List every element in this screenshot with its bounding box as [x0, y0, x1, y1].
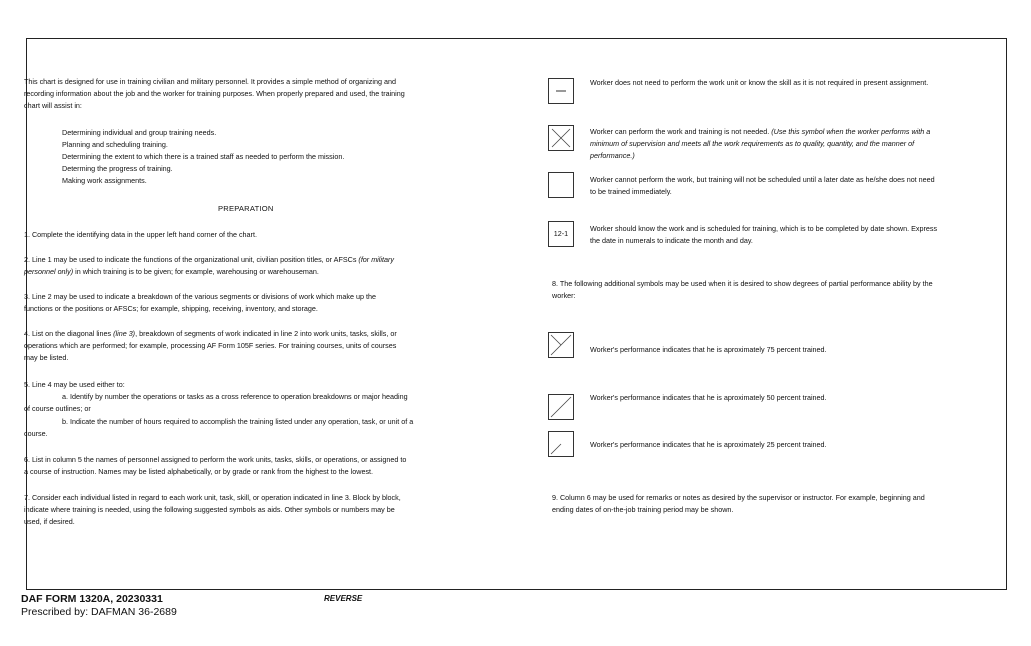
date-symbol-icon	[548, 221, 574, 247]
step-5a: a. Identify by number the operations or tasks as a cross reference to operation breakdowns or major heading	[62, 392, 408, 401]
symbol-blank-desc: Worker cannot perform the work, but training will not be scheduled until a later date as he/she does not need	[590, 175, 935, 184]
use-item: Planning and scheduling training.	[62, 140, 168, 149]
step-9-cont: ending dates of on-the-job training period may be shown.	[552, 505, 734, 514]
step-6-cont: a course of instruction. Names may be listed alphabetically, or by grade or rank from the highest to the lowest.	[24, 467, 374, 476]
use-item: Determining the extent to which there is a trained staff as needed to perform the mission.	[62, 152, 345, 161]
use-item: Determining individual and group training needs.	[62, 128, 217, 137]
step-6: 6. List in column 5 the names of personnel assigned to perform the work units, tasks, skills, or operations, or assigned to	[24, 455, 407, 464]
step-2: 2. Line 1 may be used to indicate the functions of the organizational unit, civilian position titles, or AFSCs (for military	[24, 255, 394, 264]
symbol-x-desc: Worker can perform the work and training is not needed. (Use this symbol when the worker performs with a	[590, 127, 931, 136]
step-4-cont: operations which are performed; for example, processing AF Form 105F series. For training courses, units of courses	[24, 341, 397, 350]
partial-25-desc: Worker's performance indicates that he is aproximately 25 percent trained.	[590, 440, 827, 449]
symbol-x-desc-cont: performance.)	[590, 151, 635, 160]
date-symbol-label: 12-1	[553, 229, 569, 238]
symbol-date-desc-cont: the date in numerals to indicate the month and day.	[590, 236, 753, 245]
use-item: Making work assignments.	[62, 176, 147, 185]
symbol-dash-desc: Worker does not need to perform the work unit or know the skill as it is not required in present assignment.	[590, 78, 929, 87]
intro-line: chart will assist in:	[24, 101, 82, 110]
step-7-cont: indicate where training is needed, using the following suggested symbols as aids. Other symbols or numbers may be	[24, 505, 395, 514]
x-symbol-icon	[548, 125, 574, 151]
form-number: DAF FORM 1320A, 20230331	[21, 593, 163, 605]
dash-symbol-icon	[548, 78, 574, 104]
intro-line: This chart is designed for use in training civilian and military personnel. It provides a simple method of organizing and	[24, 77, 396, 86]
step-7: 7. Consider each individual listed in regard to each work unit, task, skill, or operation indicated in line 3. Block by block,	[24, 493, 401, 502]
symbol-date-desc: Worker should know the work and is scheduled for training, which is to be completed by date shown. Express	[590, 224, 938, 233]
step-8-cont: worker:	[552, 291, 576, 300]
blank-symbol-icon	[548, 172, 574, 198]
step-5b-cont: course.	[24, 429, 48, 438]
partial-75-desc: Worker's performance indicates that he is aproximately 75 percent trained.	[590, 345, 827, 354]
symbol-blank-desc-cont: to be trained immediately.	[590, 187, 672, 196]
step-7-cont: used, if desired.	[24, 517, 75, 526]
step-4: 4. List on the diagonal lines (line 3), breakdown of segments of work indicated in line 2 into work units, tasks, skills, or	[24, 329, 397, 338]
partial-50-desc: Worker's performance indicates that he is aproximately 50 percent trained.	[590, 393, 827, 402]
step-9: 9. Column 6 may be used for remarks or notes as desired by the supervisor or instructor. For example, beginning and	[552, 493, 925, 502]
step-3: 3. Line 2 may be used to indicate a breakdown of the various segments or divisions of work which make up the	[24, 292, 376, 301]
prescribed-by: Prescribed by: DAFMAN 36-2689	[21, 606, 177, 618]
preparation-heading: PREPARATION	[218, 204, 274, 213]
step-5b: b. Indicate the number of hours required to accomplish the training listed under any operation, task, or unit of a	[62, 417, 414, 426]
step-3-cont: functions or the positions or AFSCs; for example, shipping, receiving, inventory, and storage.	[24, 304, 318, 313]
partial-75-icon	[548, 332, 574, 358]
partial-25-icon	[548, 431, 574, 457]
step-2-cont: personnel only) in which training is to be given; for example, warehousing or warehouseman.	[24, 267, 319, 276]
symbol-x-desc-cont: minimum of supervision and meets all the work requirements as to quality, quantity, and the manner of	[590, 139, 915, 148]
step-5a-cont: of course outlines; or	[24, 404, 91, 413]
use-item: Determing the progress of training.	[62, 164, 173, 173]
reverse-label: REVERSE	[324, 594, 363, 603]
step-4-cont: may be listed.	[24, 353, 69, 362]
step-8: 8. The following additional symbols may be used when it is desired to show degrees of partial performance ability by the	[552, 279, 933, 288]
step-1: 1. Complete the identifying data in the upper left hand corner of the chart.	[24, 230, 257, 239]
intro-line: recording information about the job and the worker for training purposes. When properly prepared and used, the training	[24, 89, 405, 98]
step-5: 5. Line 4 may be used either to:	[24, 380, 125, 389]
partial-50-icon	[548, 394, 574, 420]
